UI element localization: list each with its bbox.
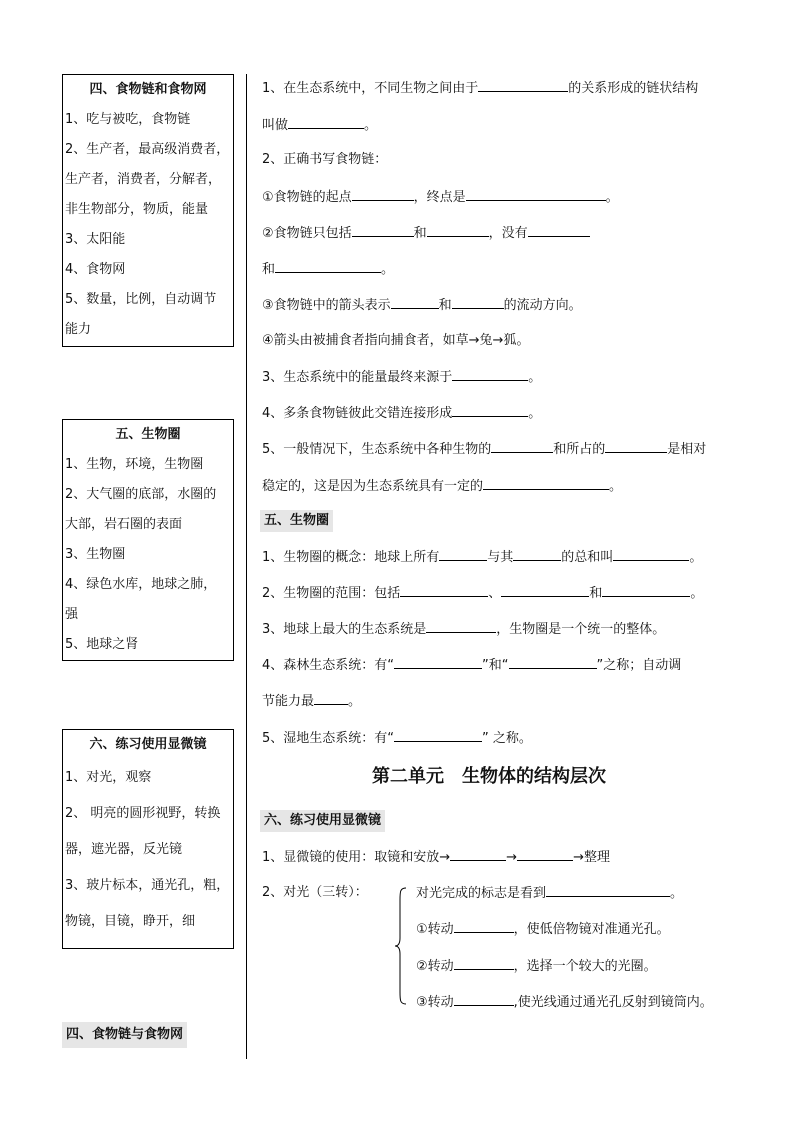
blank [394, 654, 482, 669]
section-heading-microscope: 六、练习使用显微镜 [260, 810, 385, 832]
biosphere-question-4: 4、森林生态系统：有“ ”和“ ”之称；自动调 [262, 654, 681, 677]
box-line: 非生物部分，物质，能量 [65, 202, 209, 217]
box-title: 五、生物圈 [115, 427, 181, 442]
box-line: 生产者，消费者，分解者， [65, 172, 222, 187]
answer-box-food-chain [62, 74, 234, 347]
blank [483, 475, 609, 490]
blank [288, 114, 364, 129]
blank [501, 582, 589, 597]
biosphere-question-5: 5、湿地生态系统：有“ ” 之称。 [262, 727, 532, 750]
blank [450, 846, 506, 861]
blank [546, 882, 670, 897]
microscope-sub-0: 对光完成的标志是看到 。 [416, 882, 683, 905]
biosphere-question-2: 2、生物圈的范围：包括 、 和 。 [262, 582, 703, 605]
box-line: 3、生物圈 [65, 547, 126, 562]
microscope-sub-2: ②转动 ，选择一个较大的光圈。 [416, 955, 657, 978]
biosphere-question-4-cont: 节能力最 。 [262, 690, 361, 713]
question-2-3: ③食物链中的箭头表示 和 的流动方向。 [262, 294, 582, 317]
blank [352, 222, 414, 237]
question-2-2: ②食物链只包括 和 ，没有 [262, 222, 590, 245]
question-2-2-cont: 和 。 [262, 258, 394, 281]
box-line: 大部，岩石圈的表面 [65, 517, 183, 532]
question-5: 5、一般情况下，生态系统中各种生物的 和所占的 是相对 [262, 438, 706, 461]
box-title: 四、食物链和食物网 [89, 82, 207, 97]
answer-box-biosphere [62, 419, 234, 661]
microscope-question-2: 2、对光（三转）： [262, 885, 368, 900]
microscope-sub-1: ①转动 ，使低倍物镜对准通光孔。 [416, 918, 670, 941]
blank [400, 582, 488, 597]
microscope-sub-3: ③转动 ,使光线通过通光孔反射到镜筒内。 [416, 991, 713, 1014]
blank [466, 186, 606, 201]
blank [602, 582, 690, 597]
blank [478, 77, 568, 92]
question-1-cont: 叫做 。 [262, 114, 377, 137]
box-line: 2、大气圈的底部，水圈的 [65, 487, 217, 502]
box-line: 2、生产者，最高级消费者， [65, 142, 230, 157]
blank [605, 438, 667, 453]
box-line: 物镜，目镜，睁开，细 [65, 914, 196, 929]
question-1: 1、在生态系统中，不同生物之间由于 的关系形成的链状结构 [262, 77, 698, 100]
answer-box-microscope [62, 729, 234, 949]
question-2-1: ①食物链的起点 ，终点是 。 [262, 186, 619, 209]
question-4: 4、多条食物链彼此交错连接形成 。 [262, 402, 541, 425]
blank [452, 402, 528, 417]
box-line: 4、绿色水库，地球之肺， [65, 577, 217, 592]
box-line: 能力 [65, 322, 92, 337]
box-line: 5、地球之肾 [65, 637, 139, 652]
microscope-question-1: 1、显微镜的使用：取镜和安放→ → →整理 [262, 846, 610, 869]
blank [491, 438, 553, 453]
blank [509, 654, 597, 669]
question-5-cont: 稳定的，这是因为生态系统具有一定的 。 [262, 475, 622, 498]
box-line: 5、数量，比例，自动调节 [65, 292, 217, 307]
blank [613, 546, 689, 561]
blank [352, 186, 414, 201]
unit-title: 第二单元 生物体的结构层次 [372, 766, 606, 787]
box-line: 器，遮光器，反光镜 [65, 842, 183, 857]
question-3: 3、生态系统中的能量最终来源于 。 [262, 366, 541, 389]
blank [314, 690, 348, 705]
biosphere-question-1: 1、生物圈的概念：地球上所有 与其 的总和叫 。 [262, 546, 702, 569]
blank [454, 991, 514, 1006]
blank [513, 546, 561, 561]
blank [275, 258, 381, 273]
blank [439, 546, 487, 561]
blank [517, 846, 573, 861]
blank [454, 918, 514, 933]
blank [426, 618, 496, 633]
box-line: 2、 明亮的圆形视野，转换 [65, 806, 221, 821]
blank [452, 366, 528, 381]
box-line: 1、吃与被吃，食物链 [65, 112, 191, 127]
section-heading-biosphere: 五、生物圈 [260, 510, 333, 532]
box-line: 1、生物，环境，生物圈 [65, 457, 204, 472]
box-line: 1、对光，观察 [65, 770, 152, 785]
box-line: 3、玻片标本，通光孔，粗， [65, 878, 230, 893]
blank [391, 294, 439, 309]
biosphere-question-3: 3、地球上最大的生态系统是 ，生物圈是一个统一的整体。 [262, 618, 665, 641]
box-title: 六、练习使用显微镜 [89, 737, 207, 752]
box-line: 3、太阳能 [65, 232, 126, 247]
question-2-4: ④箭头由被捕食者指向捕食者，如草→兔→狐。 [262, 333, 530, 348]
blank [454, 955, 514, 970]
blank [528, 222, 590, 237]
blank [394, 727, 482, 742]
column-divider [246, 74, 247, 1059]
curly-brace-icon [394, 886, 408, 1006]
blank [452, 294, 504, 309]
question-2: 2、正确书写食物链： [262, 152, 388, 167]
box-line: 强 [65, 607, 79, 622]
section-heading-food-chain: 四、食物链与食物网 [62, 1022, 187, 1048]
box-line: 4、食物网 [65, 262, 126, 277]
blank [427, 222, 489, 237]
